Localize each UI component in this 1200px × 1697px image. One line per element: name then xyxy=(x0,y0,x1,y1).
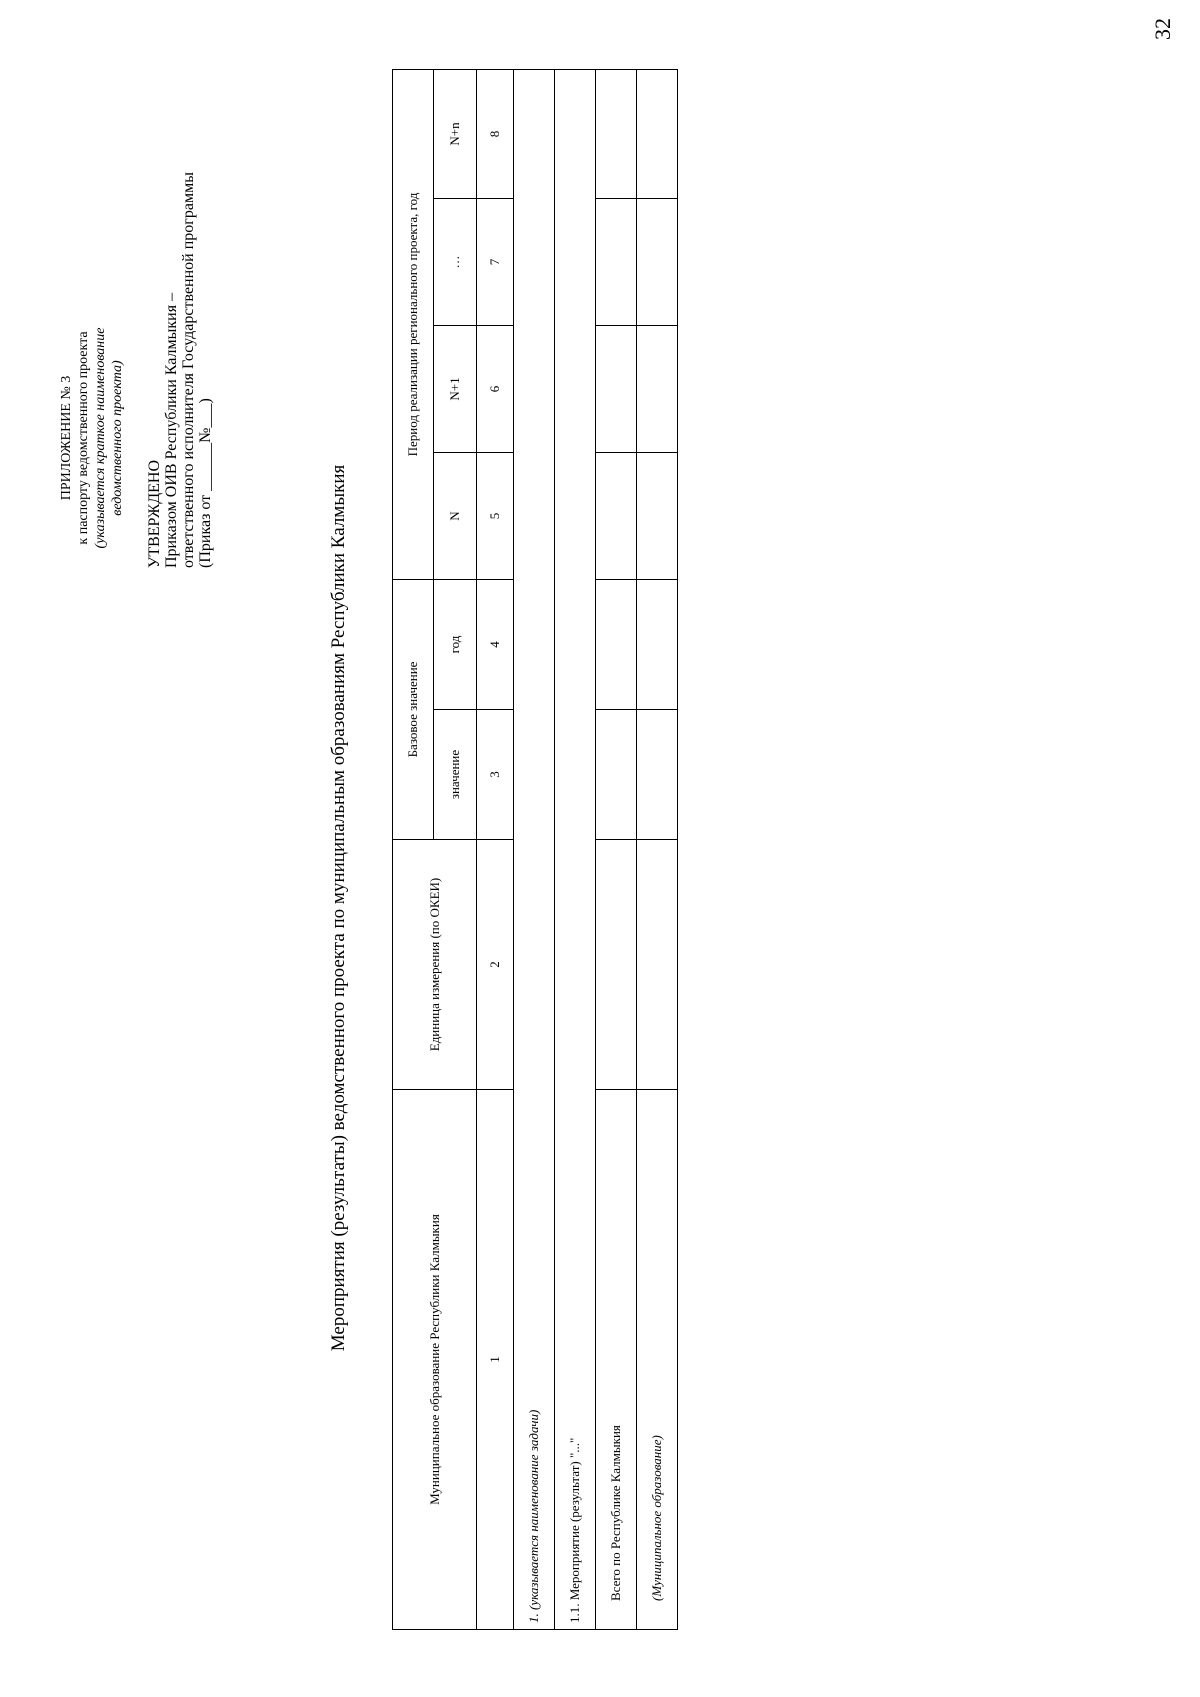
approval-line-2: Приказом ОИВ Республики Калмыкия – xyxy=(163,292,180,568)
column-number: 1 xyxy=(477,1090,514,1630)
table-cell xyxy=(596,69,637,198)
header-unit: Единица измерения (по ОКЕИ) xyxy=(393,840,477,1090)
approval-line-3: ответственного исполнителя Государственной программы xyxy=(180,172,197,568)
approval-stamp xyxy=(146,98,214,568)
table-cell xyxy=(596,325,637,452)
appendix-hint-2: ведомственного проекта) xyxy=(110,360,125,516)
column-number: 4 xyxy=(477,579,514,709)
landscape-sheet xyxy=(10,18,1150,1678)
document-title: Мероприятия (результаты) ведомственного проекта по муниципальным образованиям Республики Калмыкия xyxy=(328,464,349,1352)
column-number: 2 xyxy=(477,840,514,1090)
header-period: Период реализации регионального проекта, год xyxy=(393,69,434,579)
header-period-n: N xyxy=(434,452,477,579)
table-cell xyxy=(637,325,678,452)
table-cell xyxy=(637,840,678,1090)
header-period-dots: … xyxy=(434,198,477,325)
column-number: 8 xyxy=(477,69,514,198)
table-cell xyxy=(596,710,637,840)
column-number: 3 xyxy=(477,710,514,840)
table-cell xyxy=(637,710,678,840)
appendix-hint-1: (указывается краткое наименование xyxy=(93,327,108,549)
appendix-note xyxy=(58,308,126,568)
table-row-task xyxy=(514,69,555,1629)
table-row-total xyxy=(596,69,637,1629)
table-cell xyxy=(637,69,678,198)
table-cell xyxy=(637,579,678,709)
table-cell xyxy=(596,452,637,579)
table-cell xyxy=(596,840,637,1090)
header-period-n1: N+1 xyxy=(434,325,477,452)
approval-line-4: (Приказ от ______№___) xyxy=(197,398,214,568)
column-number: 6 xyxy=(477,325,514,452)
approval-block xyxy=(58,98,214,568)
column-numbers-row xyxy=(477,69,514,1629)
column-number: 7 xyxy=(477,198,514,325)
header-base-value: значение xyxy=(434,710,477,840)
table-row-measure xyxy=(555,69,596,1629)
page-number: 32 xyxy=(1150,18,1175,40)
task-cell: 1. (указывается наименование задачи) xyxy=(514,69,555,1629)
table-cell xyxy=(596,198,637,325)
header-row-1 xyxy=(393,69,434,1629)
appendix-title: ПРИЛОЖЕНИЕ № 3 xyxy=(59,375,74,501)
measures-table xyxy=(392,69,678,1630)
total-cell: Всего по Республике Калмыкия xyxy=(596,1090,637,1630)
table-row-municipality xyxy=(637,69,678,1629)
municipality-cell: (Муниципальное образование) xyxy=(637,1090,678,1630)
appendix-subtitle: к паспорту ведомственного проекта xyxy=(76,331,91,545)
header-base-year: год xyxy=(434,579,477,709)
column-number: 5 xyxy=(477,452,514,579)
table-cell xyxy=(637,452,678,579)
measure-cell: 1.1. Мероприятие (результат) "..." xyxy=(555,69,596,1629)
header-period-nn: N+n xyxy=(434,69,477,198)
table-cell xyxy=(637,198,678,325)
header-base: Базовое значение xyxy=(393,579,434,839)
approval-heading: УТВЕРЖДЕНО xyxy=(146,459,163,568)
header-municipality: Муниципальное образование Республики Калмыкия xyxy=(393,1090,477,1630)
table-cell xyxy=(596,579,637,709)
